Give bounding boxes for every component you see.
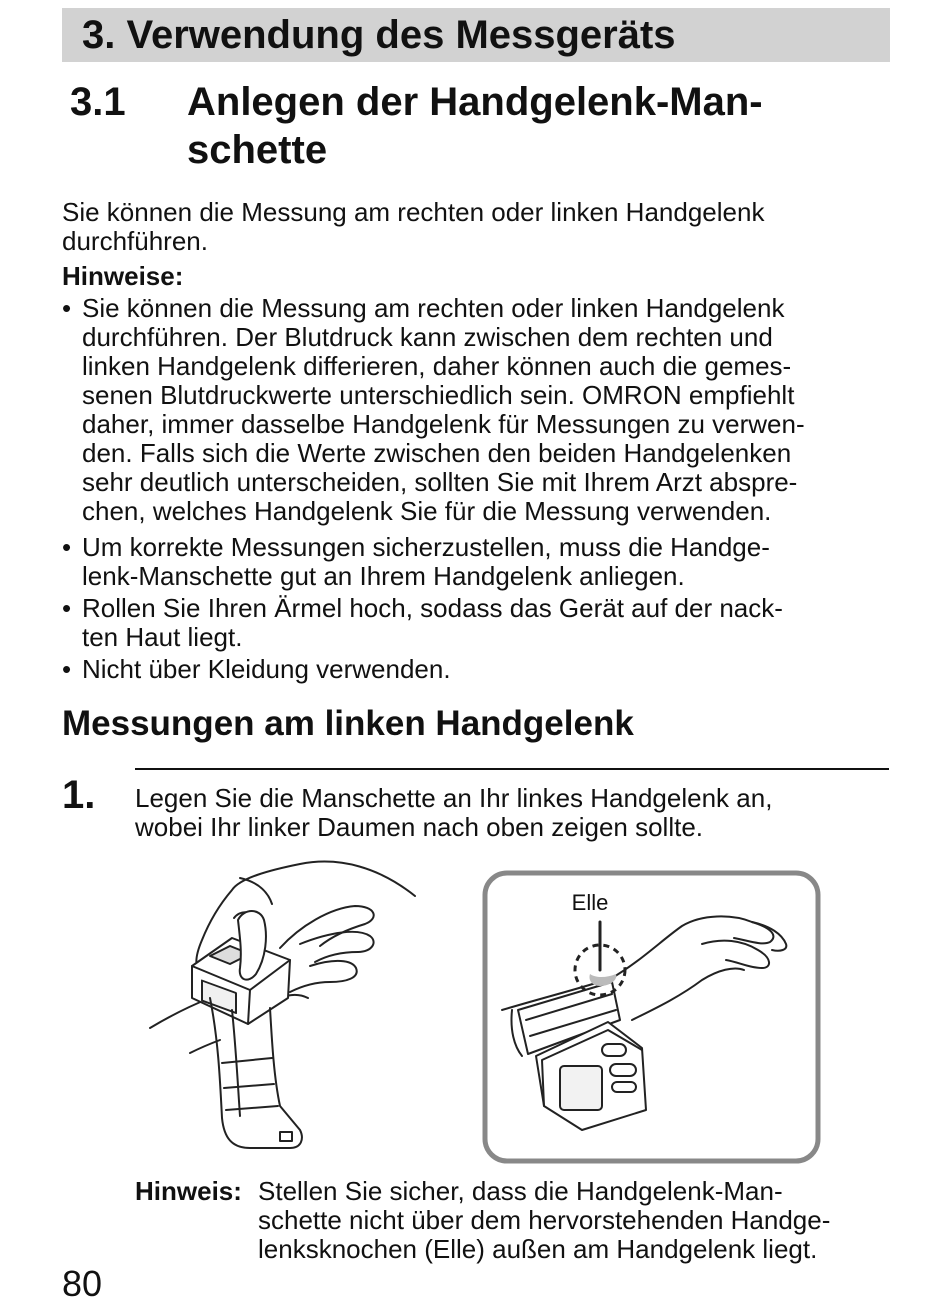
step-divider [135, 768, 889, 770]
bullet-item [82, 294, 805, 526]
bullet-line: linken Handgelenk differieren, daher können auch die gemes- [82, 351, 792, 381]
bullet-line: Rollen Sie Ihren Ärmel hoch, sodass das Gerät auf der nack- [82, 593, 783, 623]
bullet-line: senen Blutdruckwerte unterschiedlich sein. OMRON empfiehlt [82, 380, 795, 410]
bullet-marker: • [62, 532, 72, 562]
bullet-item [82, 594, 783, 652]
bullet-line: durchführen. Der Blutdruck kann zwischen dem rechten und [82, 322, 773, 352]
bullet-line: ten Haut liegt. [82, 622, 243, 652]
intro-paragraph [62, 198, 764, 256]
bullet-line: Um korrekte Messungen sicherzustellen, muss die Handge- [82, 532, 770, 562]
section-title-line: Anlegen der Handgelenk-Man- [187, 80, 763, 124]
bullet-line: Nicht über Kleidung verwenden. [82, 654, 451, 684]
section-number: 3.1 [70, 80, 126, 124]
section-title [187, 78, 763, 174]
subheading: Messungen am linken Handgelenk [62, 704, 634, 743]
note-label: Hinweis: [135, 1176, 242, 1206]
notes-heading: Hinweise: [62, 261, 184, 291]
note-text [258, 1177, 830, 1264]
step-line: wobei Ihr linker Daumen nach oben zeigen sollte. [135, 812, 704, 842]
bullet-marker: • [62, 593, 72, 623]
note-line: lenksknochen (Elle) außen am Handgelenk liegt. [258, 1234, 818, 1264]
ulna-inset-illustration [482, 870, 822, 1164]
bullet-line: sehr deutlich unterscheiden, sollten Sie mit Ihrem Arzt abspre- [82, 467, 798, 497]
bullet-line: chen, welches Handgelenk Sie für die Messung verwenden. [82, 496, 772, 526]
step-text [135, 784, 772, 842]
bullet-item [82, 533, 770, 591]
note-line: schette nicht über dem hervorstehenden Handge- [258, 1205, 831, 1235]
bullet-line: den. Falls sich die Werte zwischen den beiden Handgelenken [82, 438, 792, 468]
section-title-line: schette [187, 128, 328, 172]
intro-line: durchführen. [62, 226, 208, 256]
page-number: 80 [62, 1263, 103, 1304]
chapter-title: 3. Verwendung des Messgeräts [82, 13, 676, 57]
note-line: Stellen Sie sicher, dass die Handgelenk-Man- [258, 1176, 783, 1206]
cuff-application-illustration [140, 848, 430, 1158]
bullet-item [82, 655, 451, 684]
intro-line: Sie können die Messung am rechten oder linken Handgelenk [62, 197, 765, 227]
bullet-marker: • [62, 293, 72, 323]
bullet-marker: • [62, 654, 72, 684]
bullet-line: lenk-Manschette gut an Ihrem Handgelenk anliegen. [82, 561, 685, 591]
bullet-line: Sie können die Messung am rechten oder linken Handgelenk [82, 293, 785, 323]
ulna-label: Elle [571, 890, 609, 915]
step-line: Legen Sie die Manschette an Ihr linkes Handgelenk an, [135, 783, 773, 813]
bullet-line: daher, immer dasselbe Handgelenk für Messungen zu verwen- [82, 409, 805, 439]
step-number: 1. [62, 773, 96, 817]
